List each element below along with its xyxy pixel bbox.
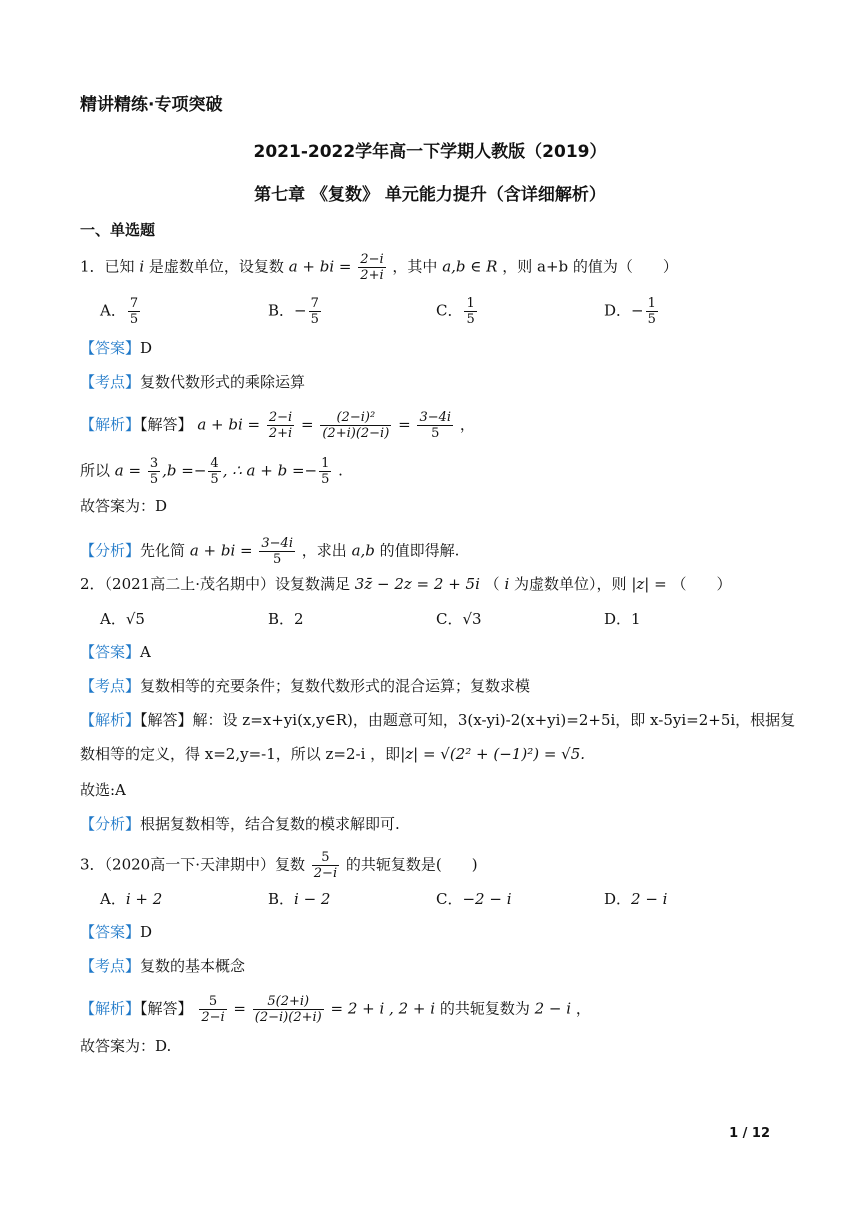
q1-option-a: A． $\frac{7}{5}$ [100, 296, 139, 327]
q2-point: 【考点】复数相等的充要条件；复数代数形式的混合运算；复数求模 [80, 677, 531, 695]
q2-stem: 2．（2021高二上·茂名期中）设复数满足 3z̄ − 2z = 2 + 5i （ i 为虚数单位），则 |z| = （ ） [80, 575, 732, 593]
brand-heading: 精讲精练·专项突破 [80, 95, 223, 115]
q2-solution-line1: 【解析】【解答】解：设 z=x+yi(x,y∈R)，由题意可知，3(x-yi)-2(x+yi)=2+5i，即 x-5yi=2+5i，根据复 [80, 711, 796, 729]
section-heading: 一、单选题 [80, 221, 156, 239]
q2-option-c: C．√3 [436, 610, 482, 628]
q3-answer: 【答案】D [80, 923, 153, 941]
q3-option-b: B．i − 2 [268, 890, 331, 908]
q3-stem: 3．（2020高一下·天津期中）复数 $\frac{5}{2-i}$ 的共轭复数是( ) [80, 850, 478, 881]
q1-summary: 【分析】先化简 a + bi = $\frac{3-4i}{5}$ ，求出 a,b 的值即得解. [80, 536, 460, 567]
q1-stem-fraction: $\frac{2-i}{2+i}$ [360, 252, 384, 283]
q2-option-b: B．2 [268, 610, 304, 628]
q3-solution: 【解析】【解答】 $\frac{5}{2-i}$ = $\frac{5(2+i)}{(2-i)(2+i)}$ = 2 + i , 2 + i 的共轭复数为 2 − i ， [80, 994, 591, 1025]
title-line-1: 2021-2022学年高一下学期人教版（2019） [253, 142, 607, 162]
q2-solution-line2: 数相等的定义，得 x=2,y=-1，所以 z=2-i ，即|z| = √(2² + (−1)²) = √5. [80, 745, 586, 763]
q2-option-a: A．√5 [100, 610, 145, 628]
q2-answer: 【答案】A [80, 643, 151, 661]
title-line-2: 第七章 《复数》 单元能力提升（含详细解析） [254, 185, 606, 205]
q3-option-d: D．2 − i [604, 890, 668, 908]
q3-point: 【考点】复数的基本概念 [80, 957, 246, 975]
q2-option-d: D．1 [604, 610, 641, 628]
q1-option-b: B．− $\frac{7}{5}$ [268, 296, 319, 327]
q1-option-d: D．− $\frac{1}{5}$ [604, 296, 656, 327]
q2-summary: 【分析】根据复数相等，结合复数的模求解即可. [80, 815, 400, 833]
q3-option-a: A．i + 2 [100, 890, 163, 908]
q3-option-c: C．−2 − i [436, 890, 512, 908]
q3-conclusion: 故答案为：D. [80, 1037, 172, 1055]
q1-answer: 【答案】D [80, 339, 153, 357]
q1-solution: 【解析】【解答】 a + bi = $\frac{2-i}{2+i}$ = $\frac{\text{(2−i)²}}{(2+i)(2-i)}$ = $\frac{3-4i}{5}$ ， [80, 410, 475, 441]
q1-solution-so: 所以 a = $\frac{3}{5}$ ,b =− $\frac{4}{5}$ , ∴ a + b =− $\frac{1}{5}$ . [80, 456, 343, 487]
q1-option-c: C． $\frac{1}{5}$ [436, 296, 475, 327]
page-number: 1 / 12 [729, 1126, 770, 1141]
q1-point: 【考点】复数代数形式的乘除运算 [80, 373, 306, 391]
q1-stem: 1．已知 i 是虚数单位，设复数 a + bi = $\frac{2-i}{2+i}$ ，其中 a,b ∈ R ，则 a+b 的值为（ ） [80, 252, 678, 283]
q2-conclusion: 故选:A [80, 781, 126, 799]
q1-conclusion: 故答案为：D [80, 497, 168, 515]
